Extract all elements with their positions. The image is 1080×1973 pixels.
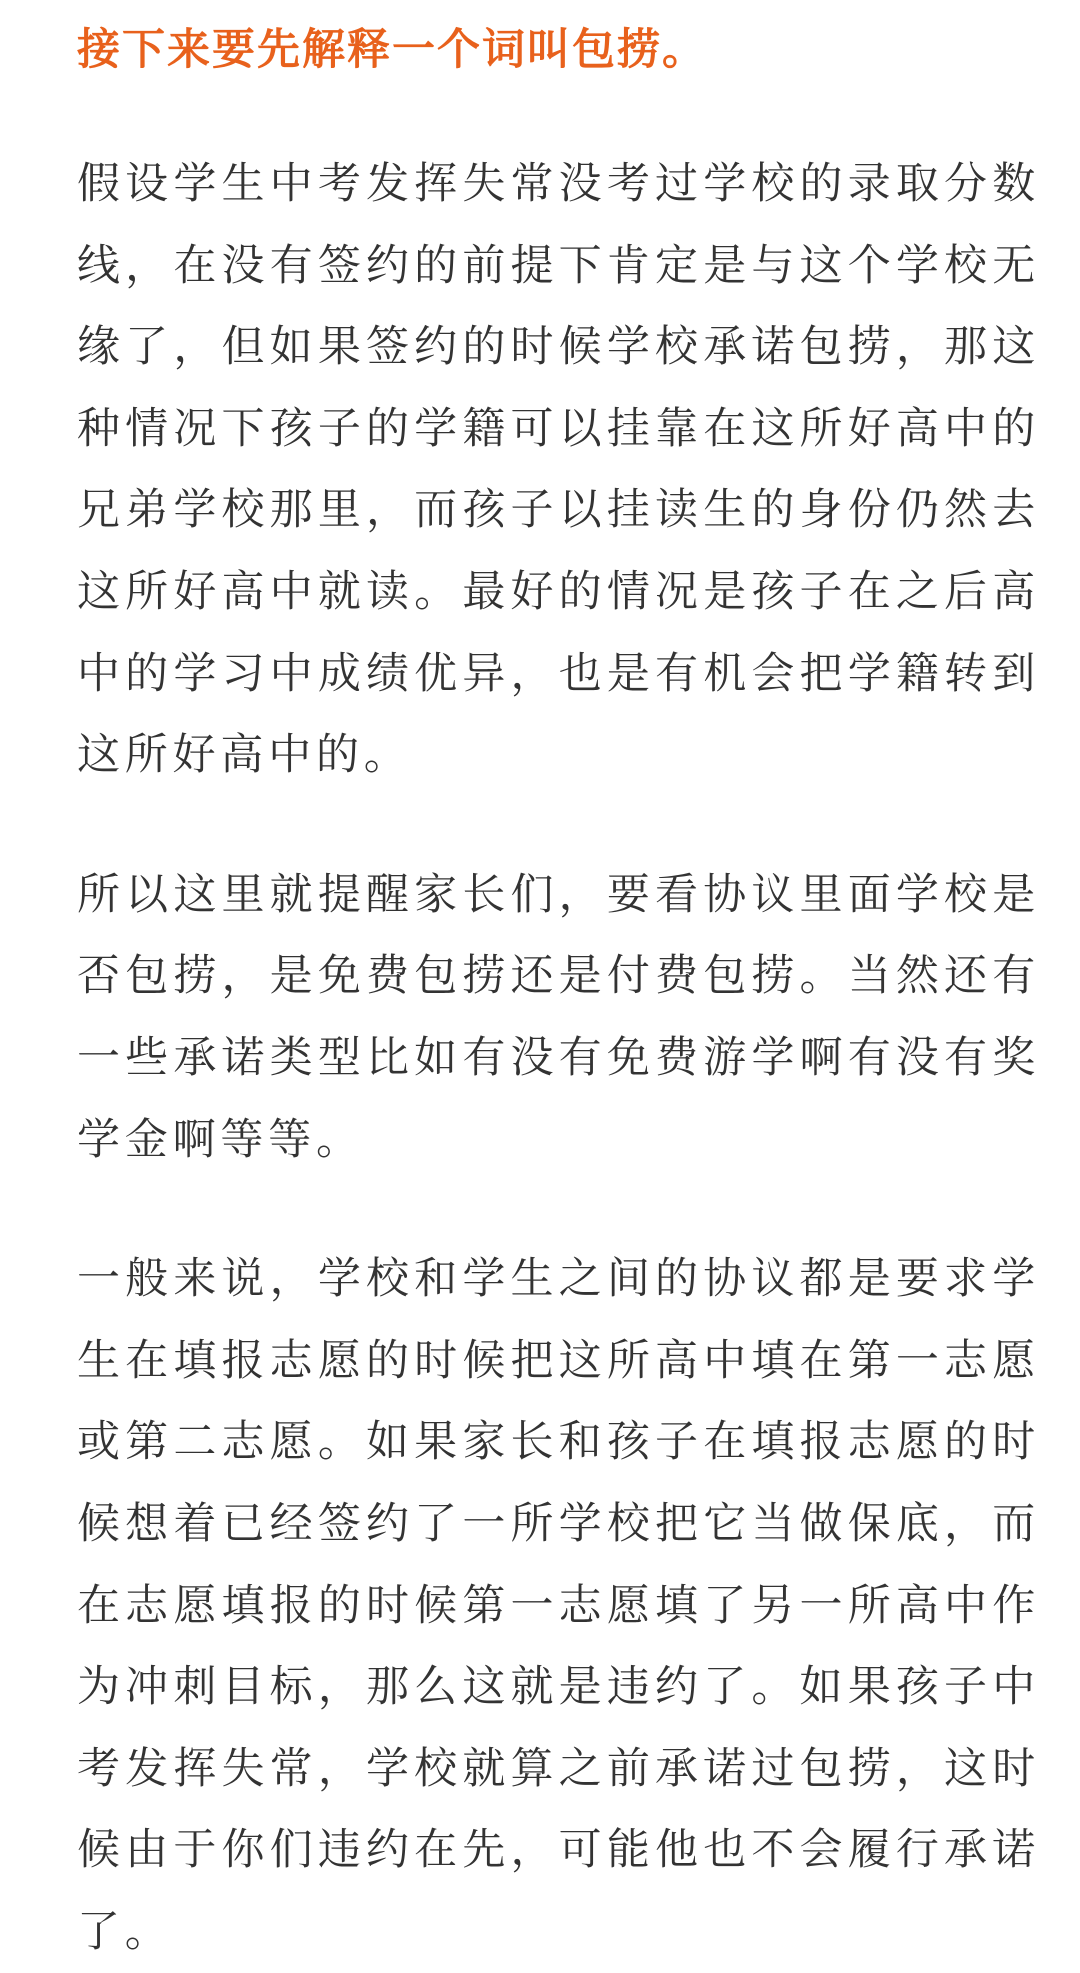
paragraph-parent-reminder: 所以这里就提醒家长们，要看协议里面学校是否包捞，是免费包捞还是付费包捞。当然还有一些承诺类型比如有没有免费游学啊有没有奖学金啊等等。 [77,869,1040,1165]
article-heading: 接下来要先解释一个词叫包捞。 [77,25,707,75]
paragraph-breach-warning: 一般来说，学校和学生之间的协议都是要求学生在填报志愿的时候把这所高中填在第一志愿或第二志愿。如果家长和孩子在填报志愿的时候想着已经签约了一所学校把它当做保底，而在志愿填报的时候第一志愿填了另一所高中作为冲刺目标，那么这就是违约了。如果孩子中考发挥失常，学校就算之前承诺过包捞，这时候由于你们违约在先，可能他也不会履行承诺了。 [77,1254,1040,1957]
paragraph-guarantee-definition: 假设学生中考发挥失常没考过学校的录取分数线，在没有签约的前提下肯定是与这个学校无缘了，但如果签约的时候学校承诺包捞，那这种情况下孩子的学籍可以挂靠在这所好高中的兄弟学校那里，而孩子以挂读生的身份仍然去这所好高中就读。最好的情况是孩子在之后高中的学习中成绩优异，也是有机会把学籍转到这所好高中的。 [77,159,1040,781]
